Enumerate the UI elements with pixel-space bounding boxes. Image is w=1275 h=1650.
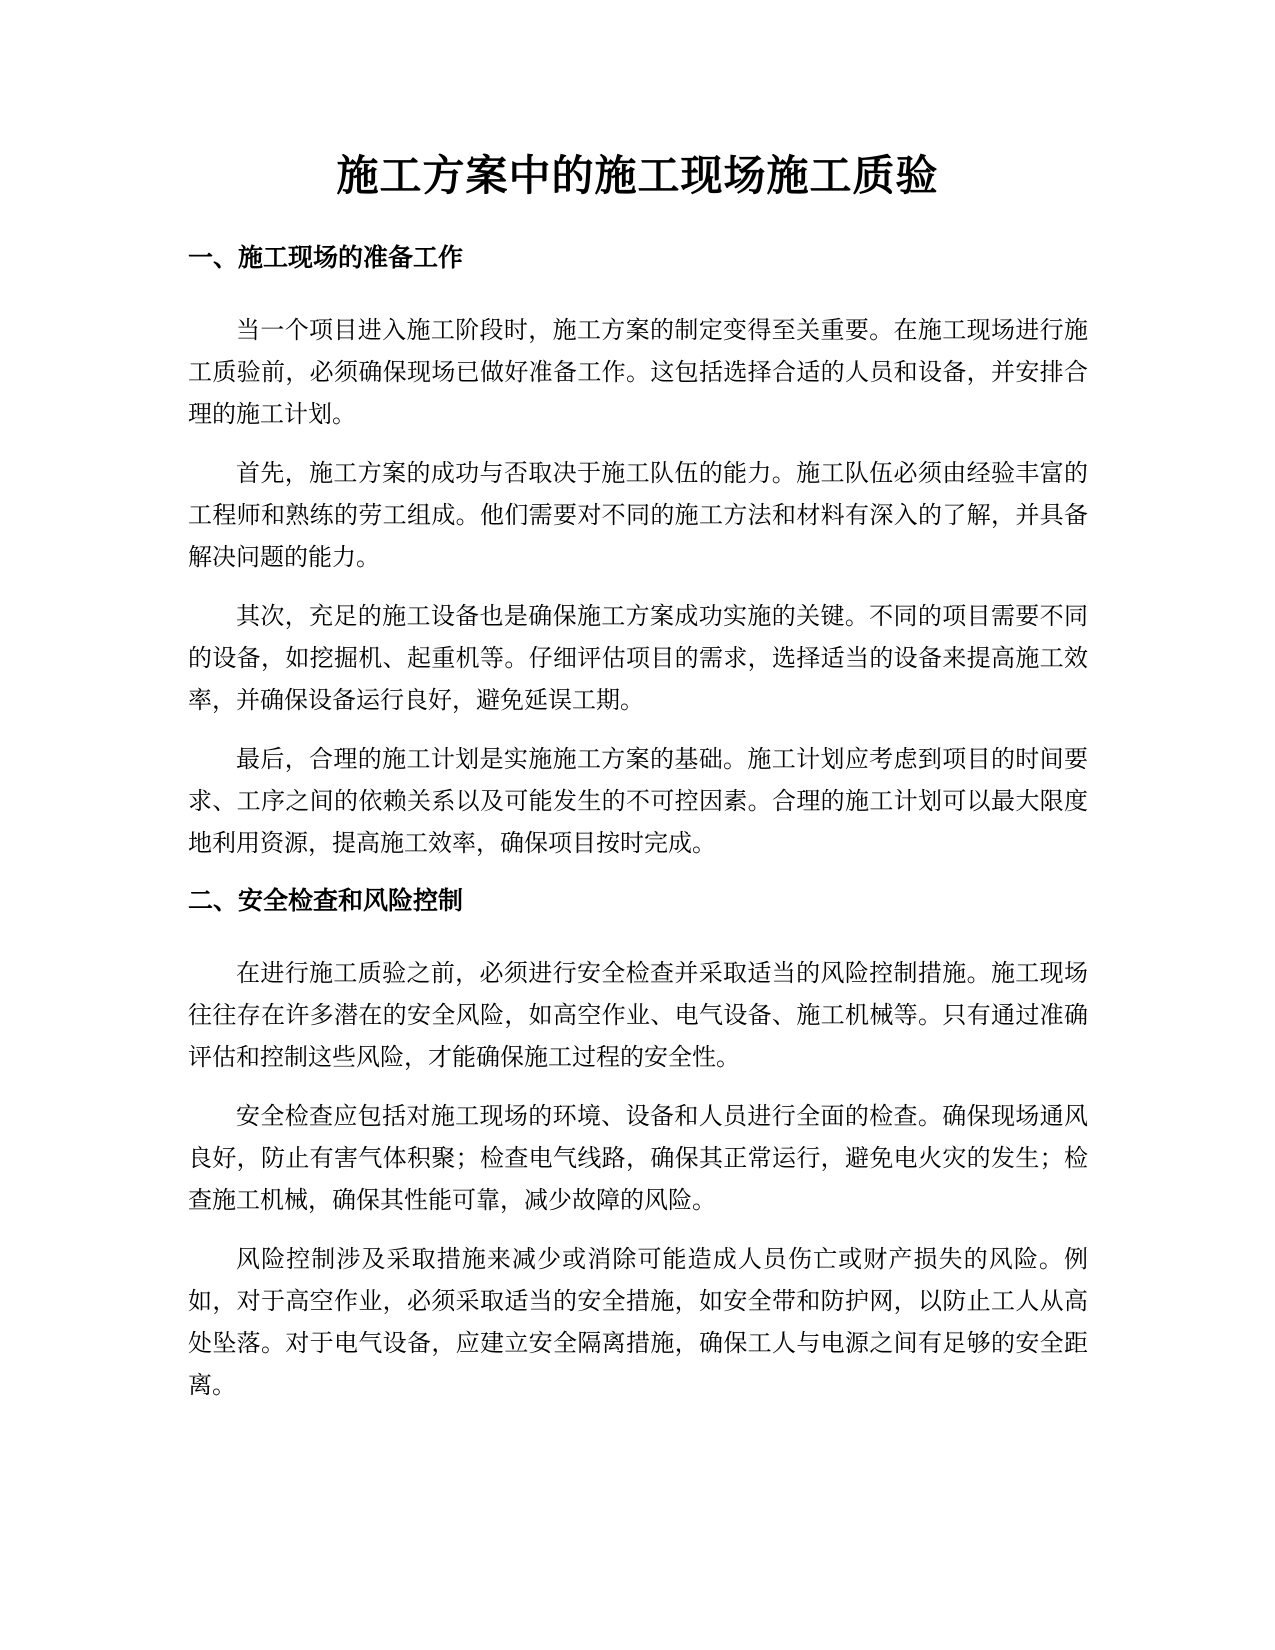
paragraph: 安全检查应包括对施工现场的环境、设备和人员进行全面的检查。确保现场通风良好，防止有害气体积聚；检查电气线路，确保其正常运行，避免电火灾的发生；检查施工机械，确保其性能可靠，减少故障的风险。 [188, 1102, 1088, 1214]
document-title: 施工方案中的施工现场施工质验 [336, 151, 939, 200]
paragraph: 风险控制涉及采取措施来减少或消除可能造成人员伤亡或财产损失的风险。例如，对于高空作业，必须采取适当的安全措施，如安全带和防护网，以防止工人从高处坠落。对于电气设备，应建立安全隔离措施，确保工人与电源之间有足够的安全距离。 [188, 1245, 1088, 1399]
section-heading: 一、施工现场的准备工作 [188, 243, 464, 272]
paragraph: 首先，施工方案的成功与否取决于施工队伍的能力。施工队伍必须由经验丰富的工程师和熟练的劳工组成。他们需要对不同的施工方法和材料有深入的了解，并具备解决问题的能力。 [188, 459, 1088, 571]
section-safety [188, 881, 1088, 1406]
paragraph: 当一个项目进入施工阶段时，施工方案的制定变得至关重要。在施工现场进行施工质验前，必须确保现场已做好准备工作。这包括选择合适的人员和设备，并安排合理的施工计划。 [188, 316, 1088, 428]
section-preparation [188, 238, 1088, 864]
paragraph: 最后，合理的施工计划是实施施工方案的基础。施工计划应考虑到项目的时间要求、工序之间的依赖关系以及可能发生的不可控因素。合理的施工计划可以最大限度地利用资源，提高施工效率，确保项目按时完成。 [188, 745, 1088, 857]
paragraph: 其次，充足的施工设备也是确保施工方案成功实施的关键。不同的项目需要不同的设备，如挖掘机、起重机等。仔细评估项目的需求，选择适当的设备来提高施工效率，并确保设备运行良好，避免延误工期。 [188, 602, 1088, 714]
paragraph: 在进行施工质验之前，必须进行安全检查并采取适当的风险控制措施。施工现场往往存在许多潜在的安全风险，如高空作业、电气设备、施工机械等。只有通过准确评估和控制这些风险，才能确保施工过程的安全性。 [188, 959, 1088, 1071]
section-heading: 二、安全检查和风险控制 [188, 886, 464, 915]
document-body [188, 238, 1088, 1423]
